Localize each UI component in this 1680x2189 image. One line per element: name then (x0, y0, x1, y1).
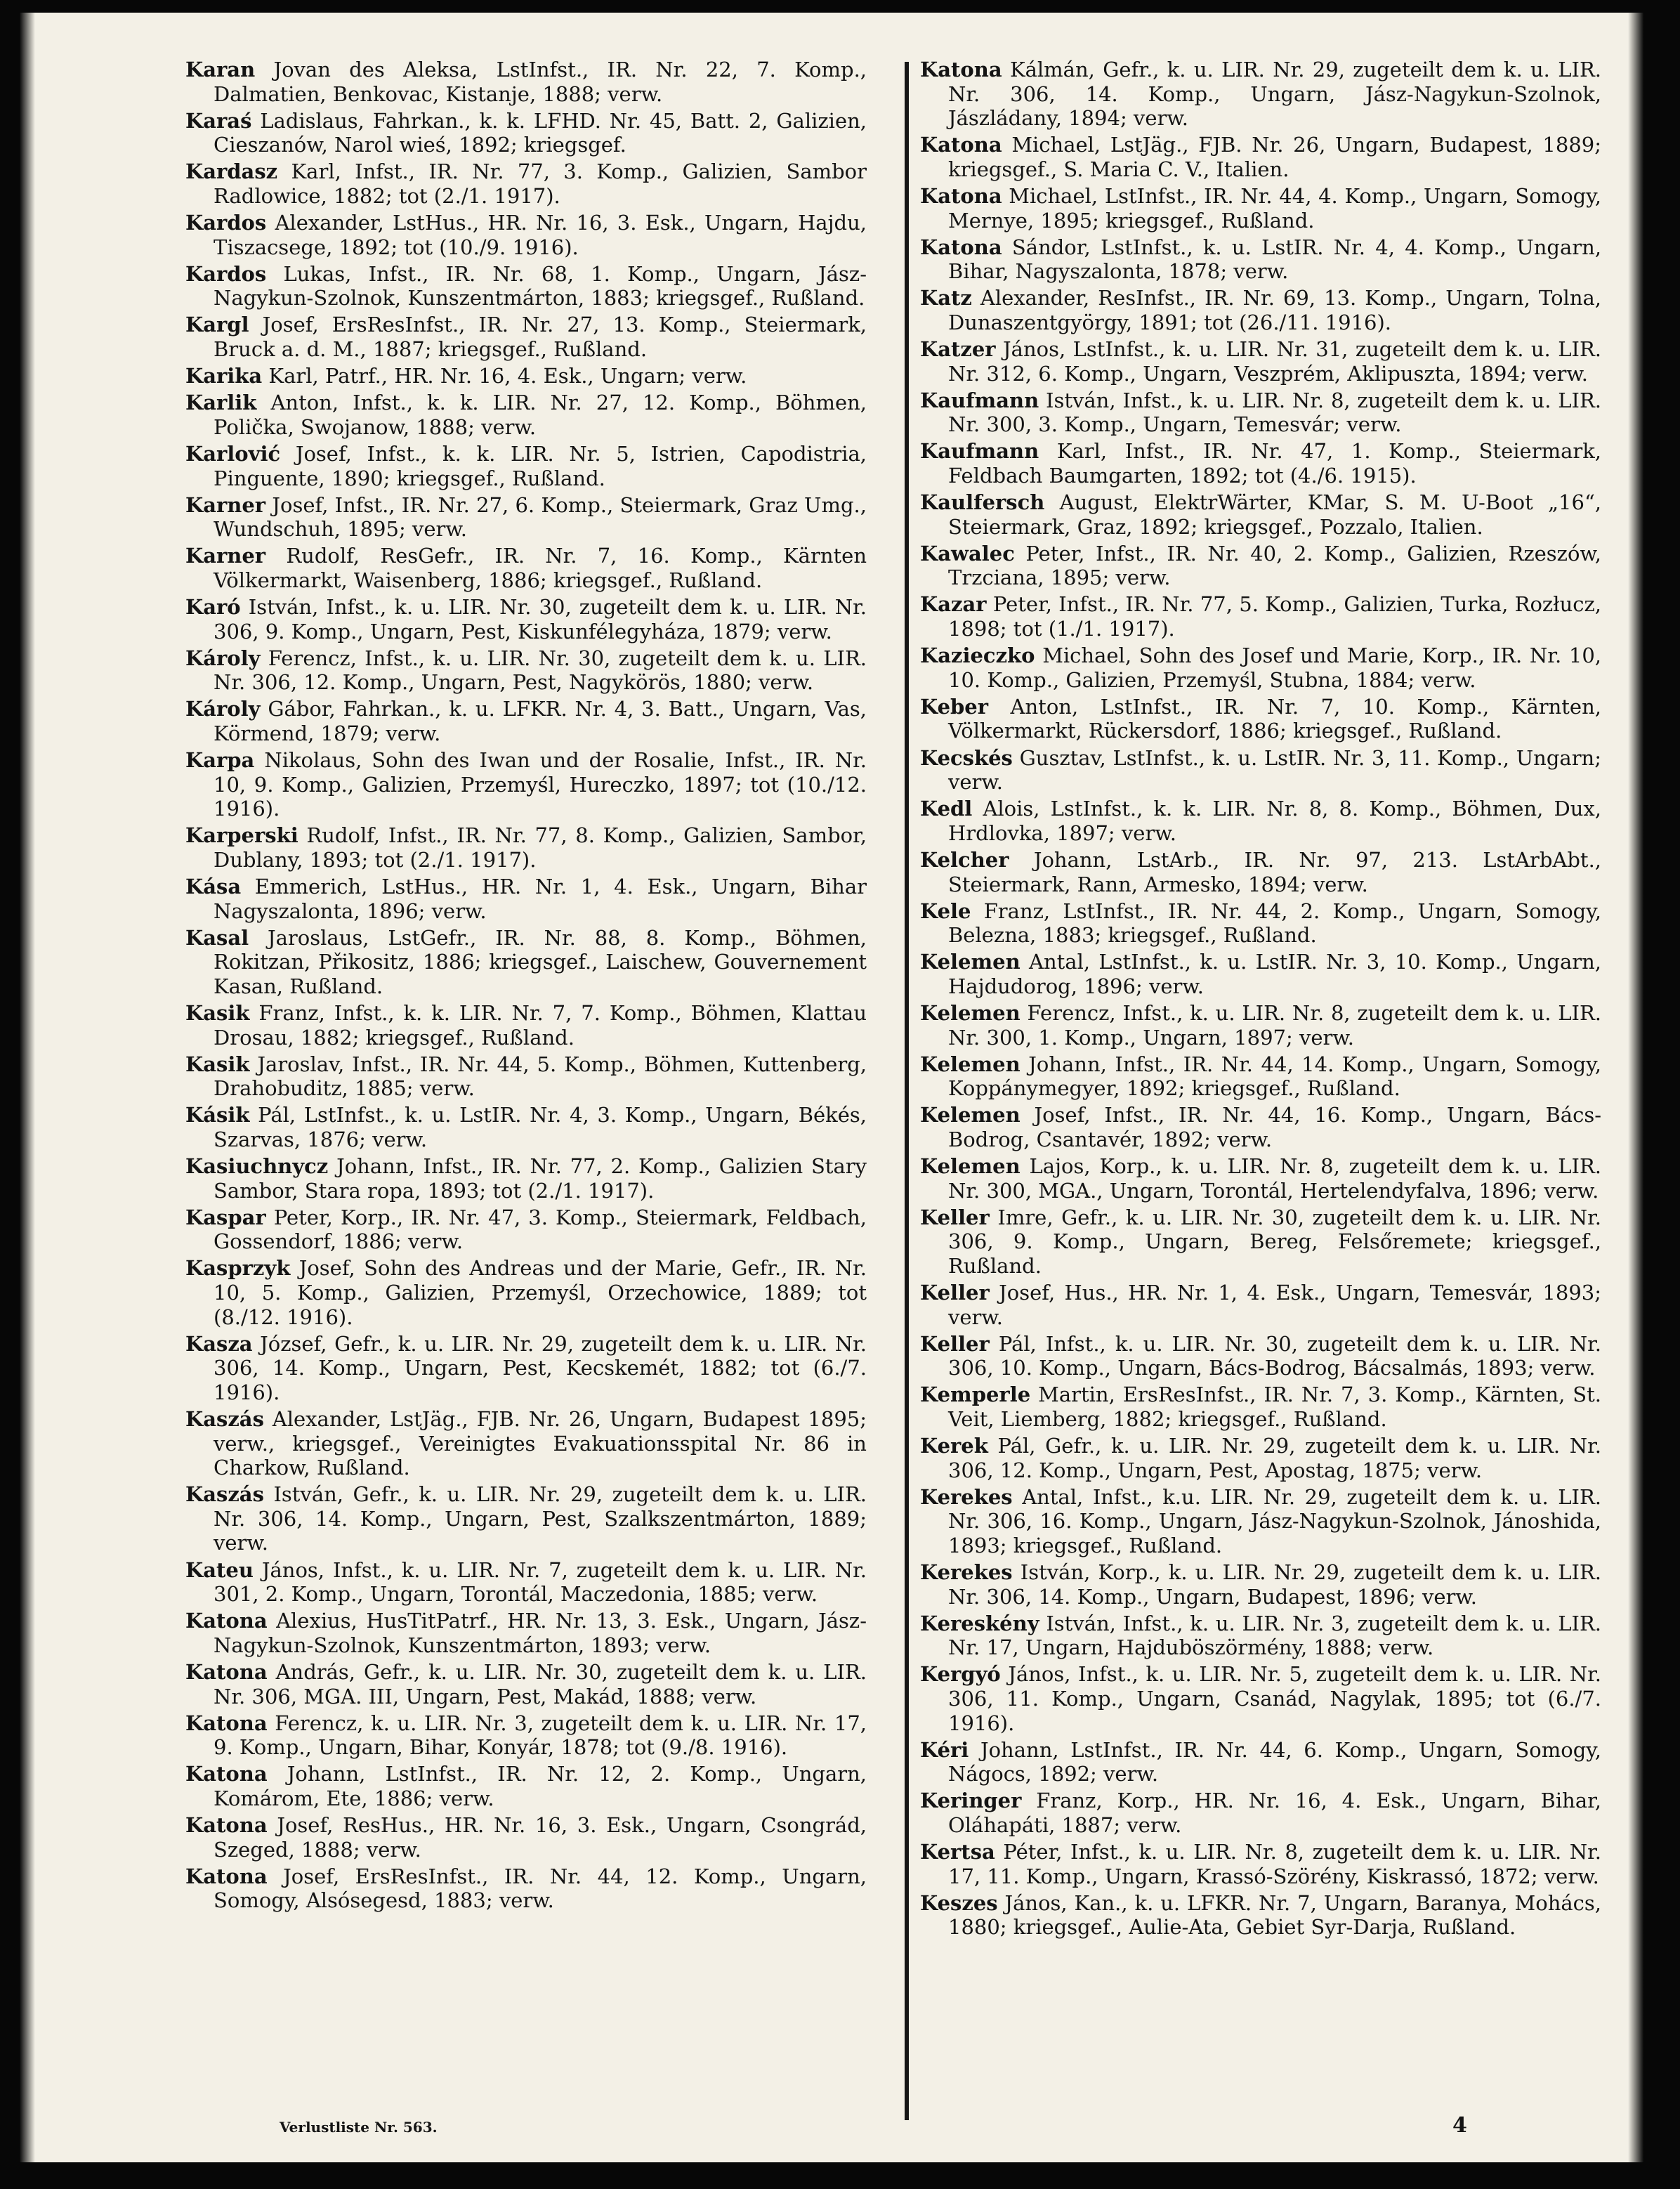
list-entry (185, 1813, 867, 1862)
entry-surname: Károly (185, 697, 261, 721)
entry-details: Karl, Infst., IR. Nr. 77, 3. Komp., Galizien, Sambor Radlowice, 1882; tot (2./1. 1917). (214, 159, 867, 208)
right-column (920, 58, 1601, 1942)
list-entry (920, 1205, 1601, 1279)
entry-details: Franz, LstInfst., IR. Nr. 44, 2. Komp., Ungarn, Somogy, Belezna, 1883; kriegsgef., Rußland. (948, 899, 1601, 948)
entry-details: István, Infst., k. u. LIR. Nr. 30, zugeteilt dem k. u. LIR. Nr. 306, 9. Komp., Ungarn, Pest, Kiskunfélegyháza, 1879; verw. (214, 594, 867, 643)
entry-surname: Kelemen (920, 950, 1021, 974)
entry-surname: Kasal (185, 925, 249, 950)
list-entry (185, 1660, 867, 1708)
entry-surname: Karika (185, 364, 263, 388)
entry-surname: Katona (920, 133, 1002, 157)
list-entry (920, 1281, 1601, 1329)
list-entry (920, 184, 1601, 233)
entry-details: Josef, ResHus., HR. Nr. 16, 3. Esk., Ungarn, Csongrád, Szeged, 1888; verw. (214, 1812, 867, 1862)
list-entry (920, 388, 1601, 437)
entry-surname: Katona (920, 183, 1002, 208)
scan-edge-left (20, 13, 35, 2162)
entry-surname: Kelemen (920, 1000, 1021, 1025)
column-divider (905, 62, 909, 2120)
entry-surname: Katona (185, 1659, 268, 1684)
entry-details: Jaroslaus, LstGefr., IR. Nr. 88, 8. Komp., Böhmen, Rokitzan, Přikositz, 1886; kriegsgef., Laischew, Gouvernement Kasan, Rußland. (214, 925, 867, 998)
entry-details: Franz, Korp., HR. Nr. 16, 4. Esk., Ungarn, Bihar, Oláhapáti, 1887; verw. (948, 1789, 1601, 1837)
list-entry (185, 1762, 867, 1810)
list-entry (920, 1103, 1601, 1151)
entry-details: Johann, Infst., IR. Nr. 77, 2. Komp., Galizien Stary Sambor, Stara ropa, 1893; tot (2./1. 1917). (214, 1154, 867, 1203)
list-entry (920, 1052, 1601, 1101)
entry-surname: Katona (185, 1812, 268, 1837)
entry-surname: Karaś (185, 108, 252, 133)
entry-details: Pál, Infst., k. u. LIR. Nr. 30, zugeteilt dem k. u. LIR. Nr. 306, 10. Komp., Ungarn, Bács-Bodrog, Bácsalmás, 1893; verw. (948, 1331, 1601, 1380)
entry-surname: Kasiuchnycz (185, 1154, 329, 1179)
entry-details: Johann, Infst., IR. Nr. 44, 14. Komp., Ungarn, Somogy, Koppánymegyer, 1892; kriegsgef., Rußland. (948, 1052, 1601, 1101)
list-entry (185, 391, 867, 439)
entry-details: Anton, Infst., k. k. LIR. Nr. 27, 12. Komp., Böhmen, Polička, Swojanow, 1888; verw. (214, 391, 867, 439)
entry-surname: Katona (185, 1609, 268, 1633)
entry-details: Rudolf, ResGefr., IR. Nr. 7, 16. Komp., Kärnten Völkermarkt, Waisenberg, 1886; kriegsgef., Rußland. (214, 544, 867, 592)
list-entry (185, 1205, 867, 1254)
entry-details: Ferencz, Infst., k. u. LIR. Nr. 30, zugeteilt dem k. u. LIR. Nr. 306, 12. Komp., Ungarn, Pest, Nagykörös, 1880; verw. (214, 646, 867, 695)
entry-surname: Katona (920, 235, 1002, 259)
entry-details: Ferencz, Infst., k. u. LIR. Nr. 8, zugeteilt dem k. u. LIR. Nr. 300, 1. Komp., Ungarn, 1897; verw. (948, 1000, 1601, 1050)
entry-details: Alexander, LstHus., HR. Nr. 16, 3. Esk., Ungarn, Hajdu, Tiszacsege, 1892; tot (10./9. 1916). (214, 211, 867, 259)
entry-details: Ladislaus, Fahrkan., k. k. LFHD. Nr. 45, Batt. 2, Galizien, Cieszanów, Narol wieś, 1892; kriegsgef. (214, 108, 867, 157)
list-entry (185, 1482, 867, 1555)
entry-surname: Kasik (185, 1052, 250, 1076)
entry-surname: Kemperle (920, 1383, 1031, 1407)
entry-details: Franz, Infst., k. k. LIR. Nr. 7, 7. Komp., Böhmen, Klattau Drosau, 1882; kriegsgef., Rußland. (214, 1000, 867, 1050)
entry-details: János, LstInfst., k. u. LIR. Nr. 31, zugeteilt dem k. u. LIR. Nr. 312, 6. Komp., Ungarn, Veszprém, Aklipuszta, 1894; verw. (948, 337, 1601, 386)
entry-surname: Kelcher (920, 847, 1009, 872)
entry-details: Johann, LstInfst., IR. Nr. 44, 6. Komp., Ungarn, Somogy, Nágocs, 1892; verw. (948, 1737, 1602, 1786)
entry-details: Antal, Infst., k.u. LIR. Nr. 29, zugeteilt dem k. u. LIR. Nr. 306, 16. Komp., Ungarn, Jász-Nagykun-Szolnok, Jánoshida, 1893; kriegsgef., Rußland. (948, 1484, 1601, 1557)
list-entry (920, 1789, 1601, 1837)
entry-details: Nikolaus, Sohn des Iwan und der Rosalie, Infst., IR. Nr. 10, 9. Komp., Galizien, Przemyśl, Hureczko, 1897; tot (10./12. 1916). (214, 748, 867, 821)
entry-details: Peter, Korp., IR. Nr. 47, 3. Komp., Steiermark, Feldbach, Gossendorf, 1886; verw. (214, 1205, 867, 1254)
entry-surname: Kereskény (920, 1611, 1039, 1635)
entry-surname: Kasza (185, 1331, 253, 1356)
entry-surname: Kele (920, 899, 971, 923)
entry-surname: Károly (185, 646, 261, 670)
list-entry (920, 592, 1601, 641)
entry-surname: Kelemen (920, 1103, 1021, 1128)
list-entry (920, 542, 1601, 590)
list-entry (920, 1154, 1601, 1203)
scan-edge-right (1628, 13, 1643, 2162)
document-page (20, 13, 1643, 2162)
entry-surname: Kargl (185, 313, 249, 337)
left-column (185, 58, 867, 1915)
entry-details: Josef, Infst., IR. Nr. 44, 16. Komp., Ungarn, Bács-Bodrog, Csantavér, 1892; verw. (948, 1103, 1602, 1151)
list-entry (185, 544, 867, 592)
entry-surname: Kardos (185, 261, 267, 286)
list-entry (920, 1612, 1601, 1660)
entry-surname: Kelemen (920, 1052, 1021, 1076)
entry-details: Martin, ErsResInfst., IR. Nr. 7, 3. Komp., Kärnten, St. Veit, Liemberg, 1882; kriegsgef., Rußland. (948, 1383, 1602, 1431)
entry-details: Alexander, LstJäg., FJB. Nr. 26, Ungarn, Budapest 1895; verw., kriegsgef., Vereinigtes Evakuationsspital Nr. 86 in Charkow, Rußland. (214, 1406, 867, 1480)
entry-details: István, Korp., k. u. LIR. Nr. 29, zugeteilt dem k. u. LIR. Nr. 306, 14. Komp., Ungarn, Budapest, 1896; verw. (948, 1560, 1601, 1609)
entry-details: Peter, Infst., IR. Nr. 40, 2. Komp., Galizien, Rzeszów, Trzciana, 1895; verw. (948, 541, 1602, 590)
list-entry (185, 1052, 867, 1101)
list-entry (185, 875, 867, 923)
list-entry (920, 337, 1601, 386)
entry-details: Michael, Sohn des Josef und Marie, Korp., IR. Nr. 10, 10. Komp., Galizien, Przemyśl, Stubna, 1884; verw. (948, 643, 1601, 692)
entry-surname: Kasik (185, 1000, 250, 1025)
list-entry (185, 926, 867, 999)
entry-surname: Karan (185, 58, 256, 81)
entry-surname: Kateu (185, 1557, 254, 1582)
entry-details: Johann, LstArb., IR. Nr. 97, 213. LstArbAbt., Steiermark, Rann, Armesko, 1894; verw. (948, 847, 1602, 896)
list-entry (185, 823, 867, 872)
entry-details: Gusztav, LstInfst., k. u. LstIR. Nr. 3, 11. Komp., Ungarn; verw. (948, 745, 1602, 795)
entry-surname: Kaufmann (920, 439, 1039, 464)
list-entry (185, 1711, 867, 1760)
list-entry (185, 493, 867, 542)
list-entry (185, 58, 867, 106)
entry-surname: Katzer (920, 337, 996, 362)
entry-details: Josef, Hus., HR. Nr. 1, 4. Esk., Ungarn, Temesvár, 1893; verw. (948, 1281, 1602, 1329)
list-entry (920, 1332, 1601, 1380)
list-entry (920, 1434, 1601, 1482)
list-entry (920, 695, 1601, 743)
entry-surname: Keringer (920, 1789, 1022, 1813)
entry-details: Josef, ErsResInfst., IR. Nr. 44, 12. Komp., Ungarn, Somogy, Alsósegesd, 1883; verw. (214, 1864, 867, 1913)
entry-details: István, Infst., k. u. LIR. Nr. 8, zugeteilt dem k. u. LIR. Nr. 300, 3. Komp., Ungarn, Temesvár; verw. (948, 388, 1602, 437)
entry-details: Péter, Infst., k. u. LIR. Nr. 8, zugeteilt dem k. u. LIR. Nr. 17, 11. Komp., Ungarn, Krassó-Szörény, Kiskrassó, 1872; verw. (948, 1840, 1601, 1888)
entry-details: August, ElektrWärter, KMar, S. M. U-Boot „16“, Steiermark, Graz, 1892; kriegsgef., Pozzalo, Italien. (948, 490, 1601, 539)
entry-details: Alois, LstInfst., k. k. LIR. Nr. 8, 8. Komp., Böhmen, Dux, Hrdlovka, 1897; verw. (948, 797, 1601, 845)
list-entry (185, 1407, 867, 1480)
entry-surname: Kawalec (920, 541, 1015, 566)
entry-surname: Karpa (185, 748, 255, 773)
list-entry (920, 1840, 1601, 1888)
entry-surname: Kaspar (185, 1205, 266, 1229)
list-entry (920, 133, 1601, 181)
entry-surname: Kásik (185, 1103, 250, 1128)
entry-surname: Kertsa (920, 1840, 995, 1864)
entry-details: Imre, Gefr., k. u. LIR. Nr. 30, zugeteilt dem k. u. LIR. Nr. 306, 9. Komp., Ungarn, Bereg, Felsőremete; kriegsgef., Rußland. (948, 1205, 1602, 1278)
entry-surname: Karperski (185, 823, 298, 848)
entry-details: Anton, LstInfst., IR. Nr. 7, 10. Komp., Kärnten, Völkermarkt, Rückersdorf, 1886; kriegsgef., Rußland. (948, 694, 1601, 743)
list-entry (920, 490, 1601, 539)
entry-details: Lukas, Infst., IR. Nr. 68, 1. Komp., Ungarn, Jász-Nagykun-Szolnok, Kunszentmárton, 1883; kriegsgef., Rußland. (214, 261, 867, 311)
entry-surname: Karlović (185, 441, 281, 466)
entry-surname: Keller (920, 1281, 990, 1305)
list-entry (185, 1154, 867, 1203)
entry-surname: Kedl (920, 797, 973, 821)
entry-surname: Katona (185, 1762, 268, 1786)
entry-details: Michael, LstJäg., FJB. Nr. 26, Ungarn, Budapest, 1889; kriegsgef., S. Maria C. V., Italien. (948, 133, 1601, 181)
page-number: 4 (1452, 2113, 1467, 2138)
entry-details: Rudolf, Infst., IR. Nr. 77, 8. Komp., Galizien, Sambor, Dublany, 1893; tot (2./1. 1917). (214, 823, 867, 872)
list-entry (185, 364, 867, 388)
list-entry (920, 950, 1601, 998)
entry-surname: Keller (920, 1205, 990, 1229)
entry-details: Sándor, LstInfst., k. u. LstIR. Nr. 4, 4. Komp., Ungarn, Bihar, Nagyszalonta, 1878; verw. (948, 235, 1602, 284)
list-entry (185, 1332, 867, 1405)
entry-details: Josef, Sohn des Andreas und der Marie, Gefr., IR. Nr. 10, 5. Komp., Galizien, Przemyśl, Orzechowice, 1889; tot (8./12. 1916). (214, 1256, 867, 1329)
list-entry (185, 159, 867, 208)
entry-details: Jovan des Aleksa, LstInfst., IR. Nr. 22, 7. Komp., Dalmatien, Benkovac, Kistanje, 1888; verw. (214, 58, 867, 106)
entry-details: Michael, LstInfst., IR. Nr. 44, 4. Komp., Ungarn, Somogy, Mernye, 1895; kriegsgef., Rußland. (948, 183, 1601, 233)
entry-details: József, Gefr., k. u. LIR. Nr. 29, zugeteilt dem k. u. LIR. Nr. 306, 14. Komp., Ungarn, Pest, Kecskemét, 1882; tot (6./7. 1916). (214, 1331, 867, 1404)
entry-details: Josef, ErsResInfst., IR. Nr. 27, 13. Komp., Steiermark, Bruck a. d. M., 1887; kriegsgef., Rußland. (214, 313, 867, 362)
entry-surname: Kerek (920, 1434, 988, 1458)
entry-surname: Karlik (185, 391, 257, 415)
list-number-label: Verlustliste Nr. 563. (280, 2119, 438, 2136)
entry-surname: Kecskés (920, 745, 1013, 770)
entry-surname: Kaszás (185, 1406, 264, 1431)
entry-details: János, Kan., k. u. LFKR. Nr. 7, Ungarn, Baranya, Mohács, 1880; kriegsgef., Aulie-Ata, Gebiet Syr-Darja, Rußland. (948, 1890, 1602, 1940)
entry-surname: Kása (185, 875, 242, 899)
entry-surname: Kaszás (185, 1482, 264, 1507)
entry-details: Karl, Patrf., HR. Nr. 16, 4. Esk., Ungarn; verw. (268, 364, 747, 388)
entry-details: Alexius, HusTitPatrf., HR. Nr. 13, 3. Esk., Ungarn, Jász-Nagykun-Szolnok, Kunszentmárton, 1893; verw. (214, 1609, 867, 1657)
list-entry (920, 797, 1601, 845)
entry-details: Kálmán, Gefr., k. u. LIR. Nr. 29, zugeteilt dem k. u. LIR. Nr. 306, 14. Komp., Ungarn, Jász-Nagykun-Szolnok, Jászládany, 1894; verw. (948, 58, 1601, 131)
entry-surname: Katz (920, 286, 972, 311)
list-entry (920, 1001, 1601, 1050)
entry-details: István, Gefr., k. u. LIR. Nr. 29, zugeteilt dem k. u. LIR. Nr. 306, 14. Komp., Ungarn, Pest, Szalkszentmárton, 1889; verw. (214, 1482, 867, 1555)
entry-surname: Kelemen (920, 1154, 1021, 1179)
entry-surname: Kergyó (920, 1662, 1001, 1687)
list-entry (185, 262, 867, 311)
entry-details: Josef, Infst., k. k. LIR. Nr. 5, Istrien, Capodistria, Pinguente, 1890; kriegsgef., Rußland. (214, 441, 867, 490)
entry-details: Karl, Infst., IR. Nr. 47, 1. Komp., Steiermark, Feldbach Baumgarten, 1892; tot (4./6. 1915). (948, 439, 1602, 488)
list-entry (920, 235, 1601, 284)
entry-details: János, Infst., k. u. LIR. Nr. 7, zugeteilt dem k. u. LIR. Nr. 301, 2. Komp., Ungarn, Torontál, Maczedonia, 1885; verw. (214, 1557, 867, 1607)
list-entry (185, 313, 867, 361)
entry-details: András, Gefr., k. u. LIR. Nr. 30, zugeteilt dem k. u. LIR. Nr. 306, MGA. III, Ungarn, Pest, Makád, 1888; verw. (214, 1659, 867, 1708)
entry-details: János, Infst., k. u. LIR. Nr. 5, zugeteilt dem k. u. LIR. Nr. 306, 11. Komp., Ungarn, Csanád, Nagylak, 1895; tot (6./7. 1916). (948, 1662, 1602, 1735)
list-entry (185, 646, 867, 695)
entry-surname: Katona (185, 1711, 268, 1735)
list-entry (185, 1864, 867, 1913)
entry-surname: Kaulfersch (920, 490, 1045, 515)
entry-surname: Kazar (920, 592, 987, 617)
list-entry (185, 1103, 867, 1151)
entry-surname: Keber (920, 694, 989, 719)
list-entry (920, 286, 1601, 334)
entry-details: Pál, LstInfst., k. u. LstIR. Nr. 4, 3. Komp., Ungarn, Békés, Szarvas, 1876; verw. (214, 1103, 867, 1151)
list-entry (185, 1558, 867, 1607)
list-entry (185, 697, 867, 745)
list-entry (920, 643, 1601, 692)
list-entry (920, 58, 1601, 131)
entry-details: Lajos, Korp., k. u. LIR. Nr. 8, zugeteilt dem k. u. LIR. Nr. 300, MGA., Ungarn, Torontál, Hertelendyfalva, 1896; verw. (948, 1154, 1602, 1203)
entry-surname: Kaufmann (920, 388, 1039, 412)
list-entry (920, 1891, 1601, 1940)
list-entry (920, 439, 1601, 488)
entry-details: Alexander, ResInfst., IR. Nr. 69, 13. Komp., Ungarn, Tolna, Dunaszentgyörgy, 1891; tot (26./11. 1916). (948, 286, 1602, 334)
entry-surname: Kéri (920, 1737, 969, 1762)
entry-details: Josef, Infst., IR. Nr. 27, 6. Komp., Steiermark, Graz Umg., Wundschuh, 1895; verw. (214, 492, 867, 542)
list-entry (185, 1609, 867, 1657)
list-entry (920, 1738, 1601, 1786)
entry-surname: Karó (185, 594, 241, 619)
entry-surname: Kasprzyk (185, 1256, 291, 1281)
list-entry (920, 746, 1601, 795)
entry-surname: Katona (920, 58, 1002, 81)
list-entry (185, 1256, 867, 1329)
list-entry (920, 1662, 1601, 1735)
list-entry (920, 1485, 1601, 1558)
list-entry (920, 1560, 1601, 1609)
entry-surname: Kardos (185, 211, 267, 235)
entry-details: Antal, LstInfst., k. u. LstIR. Nr. 3, 10. Komp., Ungarn, Hajdudorog, 1896; verw. (948, 950, 1601, 998)
entry-surname: Keller (920, 1331, 990, 1356)
entry-details: Emmerich, LstHus., HR. Nr. 1, 4. Esk., Ungarn, Bihar Nagyszalonta, 1896; verw. (214, 875, 867, 923)
entry-surname: Katona (185, 1864, 268, 1888)
entry-surname: Kerekes (920, 1560, 1013, 1585)
entry-details: Johann, LstInfst., IR. Nr. 12, 2. Komp., Ungarn, Komárom, Ete, 1886; verw. (214, 1762, 867, 1810)
entry-surname: Kardasz (185, 159, 278, 184)
list-entry (920, 848, 1601, 896)
entry-details: István, Infst., k. u. LIR. Nr. 3, zugeteilt dem k. u. LIR. Nr. 17, Ungarn, Hajduböszörmény, 1888; verw. (948, 1611, 1602, 1660)
entry-details: Gábor, Fahrkan., k. u. LFKR. Nr. 4, 3. Batt., Ungarn, Vas, Körmend, 1879; verw. (214, 697, 867, 745)
list-entry (185, 595, 867, 643)
list-entry (185, 748, 867, 821)
list-entry (920, 1383, 1601, 1431)
list-entry (185, 442, 867, 490)
entry-surname: Kazieczko (920, 643, 1035, 668)
list-entry (185, 1001, 867, 1050)
entry-surname: Karner (185, 544, 266, 568)
entry-details: Pál, Gefr., k. u. LIR. Nr. 29, zugeteilt dem k. u. LIR. Nr. 306, 12. Komp., Ungarn, Pest, Apostag, 1875; verw. (948, 1434, 1602, 1482)
entry-details: Ferencz, k. u. LIR. Nr. 3, zugeteilt dem k. u. LIR. Nr. 17, 9. Komp., Ungarn, Bihar, Konyár, 1878; tot (9./8. 1916). (214, 1711, 867, 1760)
entry-surname: Keszes (920, 1890, 998, 1915)
list-entry (920, 899, 1601, 948)
entry-surname: Kerekes (920, 1484, 1013, 1509)
list-entry (185, 211, 867, 259)
entry-details: Peter, Infst., IR. Nr. 77, 5. Komp., Galizien, Turka, Rozłucz, 1898; tot (1./1. 1917). (948, 592, 1602, 641)
entry-details: Jaroslav, Infst., IR. Nr. 44, 5. Komp., Böhmen, Kuttenberg, Drahobuditz, 1885; verw. (214, 1052, 867, 1101)
list-entry (185, 109, 867, 157)
entry-surname: Karner (185, 492, 266, 517)
